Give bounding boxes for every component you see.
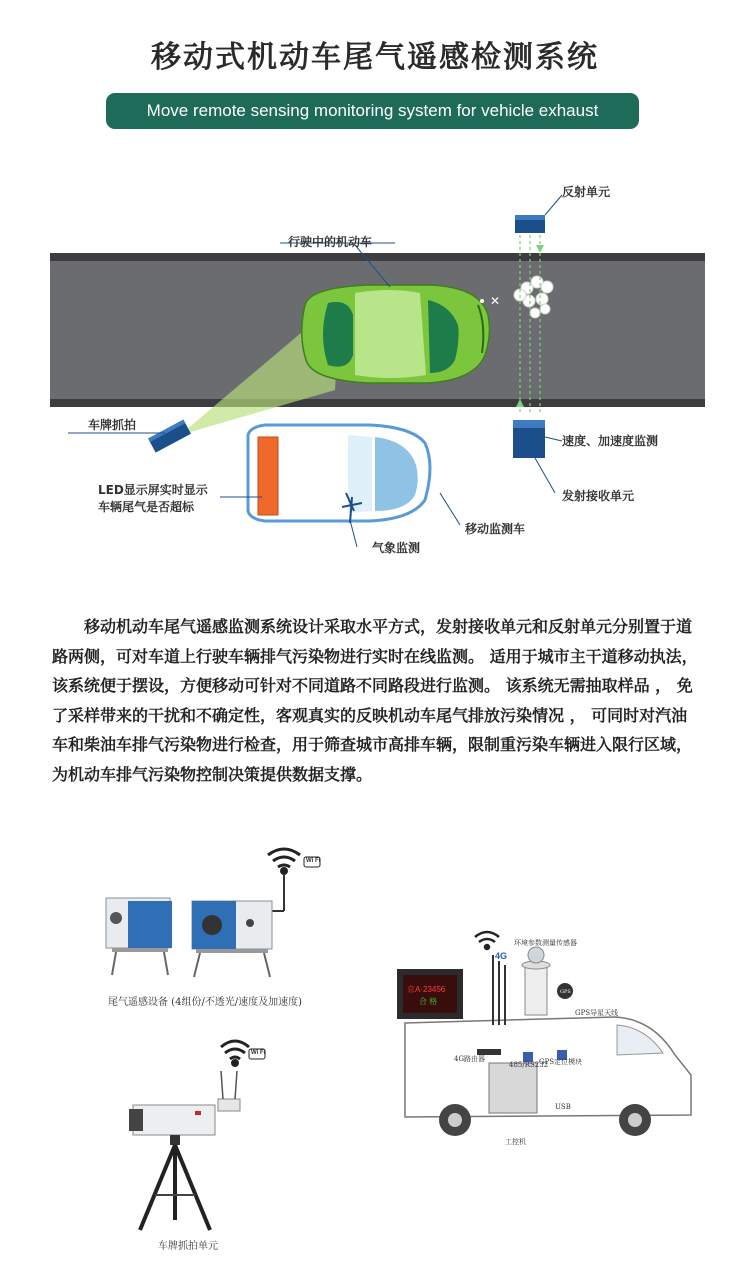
led-screen-icon <box>258 437 278 515</box>
label-weather: 气象监测 <box>372 541 421 555</box>
wifi-icon <box>475 932 499 949</box>
label-mobile-vehicle: 移动监测车 <box>465 522 526 536</box>
subtitle-text: Move remote sensing monitoring system for vehicle exhaust <box>146 101 599 120</box>
monitoring-van-icon <box>248 425 430 523</box>
camera-caption: 车牌抓拍单元 <box>158 1241 218 1252</box>
van-screen-plate: 京A·23456 <box>407 985 446 994</box>
label-reflector: 反射单元 <box>562 185 611 199</box>
label-industrial-pc: 工控机 <box>505 1138 526 1146</box>
label-speed-monitor: 速度、加速度监测 <box>562 434 659 448</box>
label-gps-antenna: GPS导星天线 <box>575 1009 619 1017</box>
wifi-badge: Wi Fi <box>306 858 321 864</box>
plate-camera-icon <box>148 420 191 453</box>
label-moving-vehicle: 行驶中的机动车 <box>288 235 373 249</box>
wifi-badge: Wi Fi <box>251 1050 266 1056</box>
diagram-graphic <box>50 175 705 580</box>
label-serial: 485/RS232 <box>509 1061 549 1069</box>
label-router: 4G路由器 <box>454 1055 486 1063</box>
svg-text:✕: ✕ <box>490 294 501 308</box>
label-led-line2: 车辆尾气是否超标 <box>98 500 195 514</box>
label-led-line1: LED显示屏实时显示 <box>98 483 208 497</box>
system-diagram <box>50 175 705 580</box>
description-paragraph: 移动机动车尾气遥感监测系统设计采取水平方式，发射接收单元和反射单元分别置于道路两侧，可对车道上行驶车辆排气污染物进行实时在线监测。 适用于城市主干道移动执法，该系统便于摆设，方便移动可针对不同道路不同路段进行监测。 该系统无需抽取样品 ， 免了采样带来的干扰和不确定性，客观真实的反映机动车尾气排放污染情况 ， 可同时对汽油车和柴油车排气污染物进行检查，用于筛查城市高排车辆，限制重污染车辆进入限行区域，为机动车排气污染物控制决策提供数据支撑。 <box>52 617 698 784</box>
gps-badge: GPS <box>560 989 571 995</box>
label-env-sensor: 环境参数测量传感器 <box>514 939 577 947</box>
wifi-icon <box>268 849 300 874</box>
exhaust-sensor-photo <box>100 843 340 983</box>
subtitle-banner <box>106 93 639 129</box>
monitoring-van-photo <box>395 925 700 1155</box>
moving-car-icon <box>302 285 490 383</box>
van-screen-status: 合 格 <box>419 997 438 1006</box>
plate-camera-photo <box>125 1035 285 1235</box>
label-gps-locator: GPS定位模块 <box>539 1058 583 1066</box>
label-usb: USB <box>555 1103 571 1111</box>
sensor-caption: 尾气遥感设备 (4组份/不透光/速度及加速度) <box>108 997 303 1008</box>
label-emitter-receiver: 发射接收单元 <box>562 489 635 503</box>
badge-4g: 4G <box>495 951 508 961</box>
wifi-icon <box>221 1041 249 1066</box>
page-title: 移动式机动车尾气遥感检测系统 <box>151 40 599 75</box>
label-plate-capture: 车牌抓拍 <box>88 418 137 432</box>
